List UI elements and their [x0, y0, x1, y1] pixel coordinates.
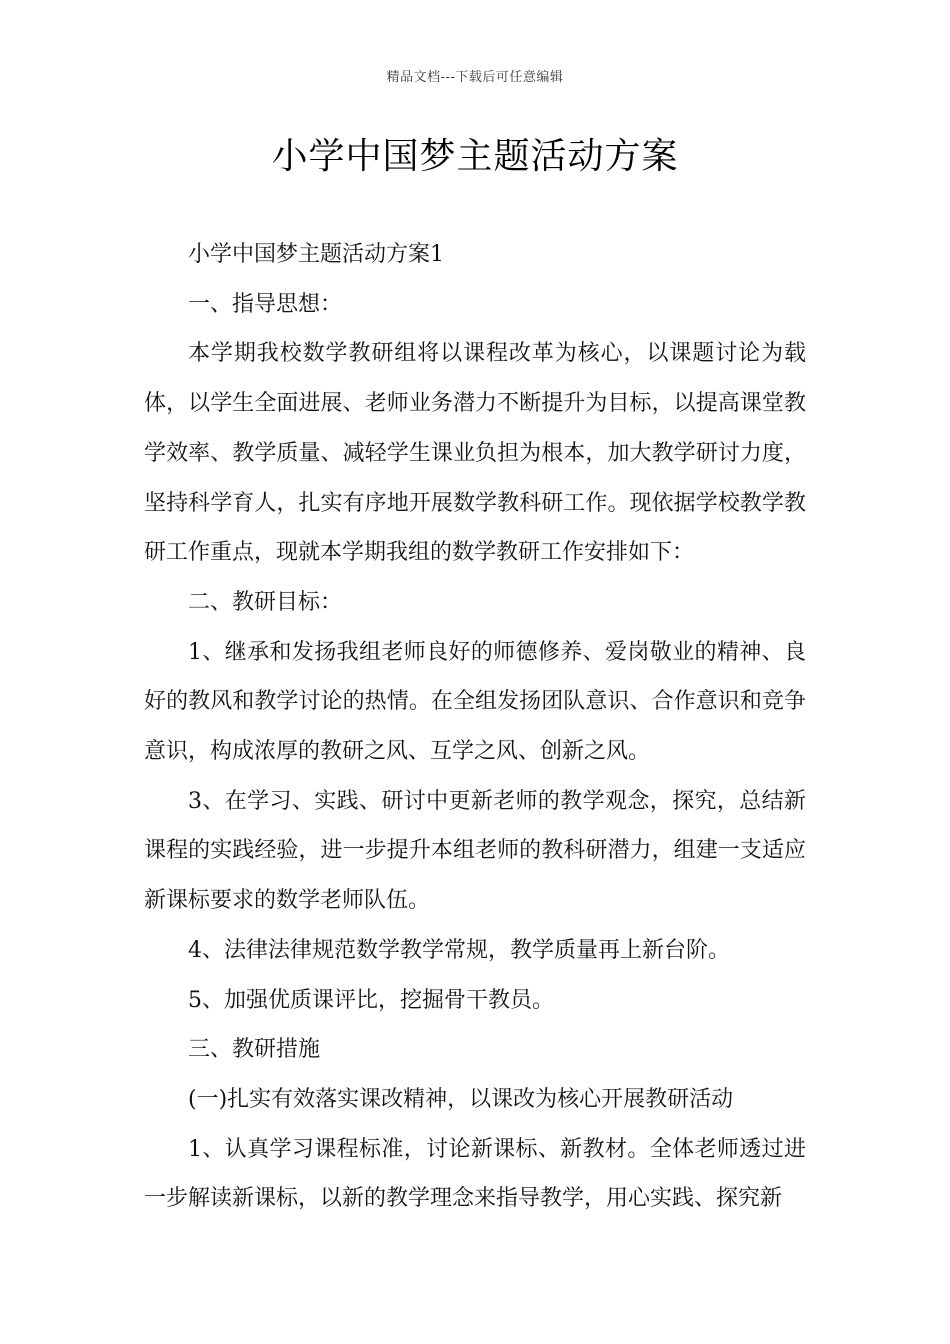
paragraph: 3、在学习、实践、研讨中更新老师的教学观念，探究，总结新课程的实践经验，进一步提升本组老师的教科研潜力，组建一支适应新课标要求的数学老师队伍。 [144, 788, 806, 914]
paragraph: 4、法律法律规范数学教学常规，教学质量再上新台阶。 [188, 937, 730, 963]
paragraph: 本学期我校数学教研组将以课程改革为核心，以课题讨论为载体，以学生全面进展、老师业务潜力不断提升为目标，以提高课堂教学效率、教学质量、减轻学生课业负担为根本，加大教学研讨力度，坚持科学育人，扎实有序地开展数学教科研工作。现依据学校教学教研工作重点，现就本学期我组的数学教研工作安排如下： [144, 341, 806, 566]
paragraph: 1、继承和发扬我组老师良好的师德修养、爱岗敬业的精神、良好的教风和教学讨论的热情。在全组发扬团队意识、合作意识和竞争意识，构成浓厚的教研之风、互学之风、创新之风。 [144, 639, 806, 765]
document-body [144, 230, 806, 1224]
paragraph: 5、加强优质课评比，挖掘骨干教员。 [188, 987, 554, 1013]
document-title: 小学中国梦主题活动方案 [271, 136, 679, 177]
section-heading: 一、指导思想： [188, 291, 343, 317]
section-heading: 三、教研措施 [188, 1037, 321, 1063]
header-note: 精品文档---下载后可任意编辑 [386, 70, 564, 85]
paragraph: 1、认真学习课程标准，讨论新课标、新教材。全体老师透过进一步解读新课标，以新的教学理念来指导教学，用心实践、探究新 [144, 1136, 806, 1212]
section-heading: 二、教研目标： [188, 589, 343, 615]
paragraph: (一)扎实有效落实课改精神，以课改为核心开展教研活动 [188, 1086, 734, 1112]
section-heading: 小学中国梦主题活动方案1 [188, 242, 444, 267]
